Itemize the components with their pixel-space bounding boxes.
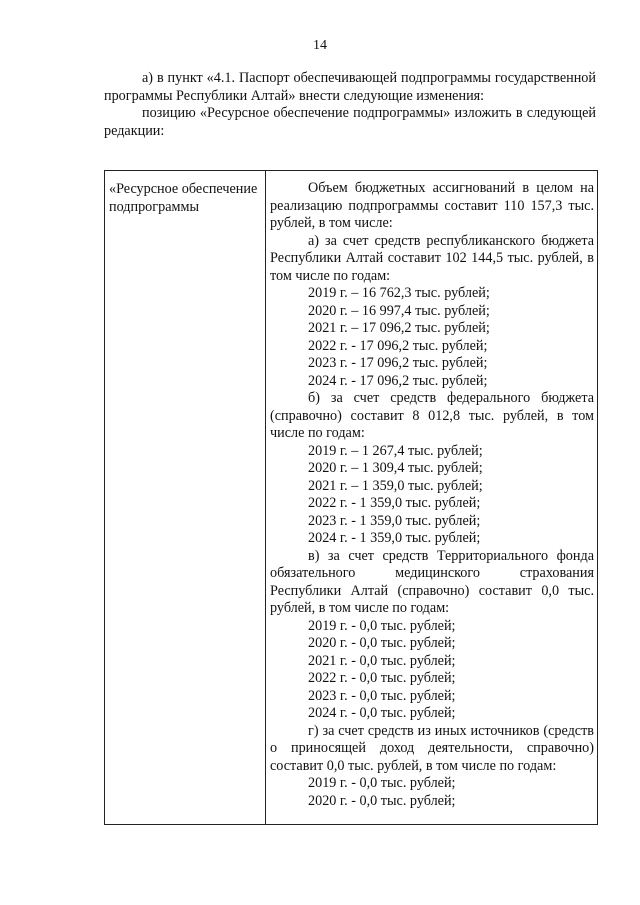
list-item: 2022 г. - 0,0 тыс. рублей; <box>308 670 456 686</box>
list-item: 2019 г. – 16 762,3 тыс. рублей; <box>308 285 490 301</box>
list-item: 2020 г. - 0,0 тыс. рублей; <box>308 792 456 809</box>
table-label-cell <box>105 171 266 825</box>
list-item: 2019 г. - 0,0 тыс. рублей; <box>308 617 456 634</box>
list-item: 2024 г. - 1 359,0 тыс. рублей; <box>308 530 481 546</box>
list-item: 2023 г. - 0,0 тыс. рублей; <box>308 687 456 704</box>
regional-budget-years <box>270 285 594 390</box>
list-item: 2024 г. - 0,0 тыс. рублей; <box>308 705 456 721</box>
list-item: 2021 г. - 0,0 тыс. рублей; <box>308 652 456 669</box>
total-funding-paragraph: Объем бюджетных ассигнований в целом на реализацию подпрограммы составит 110 157,3 тыс. рублей, в том числе: <box>270 180 594 231</box>
list-item: 2020 г. – 16 997,4 тыс. рублей; <box>308 302 490 319</box>
other-sources-years <box>270 775 594 810</box>
list-item: 2022 г. - 1 359,0 тыс. рублей; <box>308 495 481 511</box>
list-item: 2020 г. – 1 309,4 тыс. рублей; <box>308 460 483 476</box>
insurance-fund-paragraph: в) за счет средств Территориального фонда обязательного медицинского страхования Республики Алтай (справочно) составит 0,0 тыс. рублей, в том числе по годам: <box>270 547 594 616</box>
other-sources-paragraph: г) за счет средств из иных источников (средств о приносящей доход деятельности, справочно) составит 0,0 тыс. рублей, в том числе по годам: <box>270 722 594 774</box>
list-item: 2019 г. – 1 267,4 тыс. рублей; <box>308 442 483 459</box>
regional-budget-paragraph: а) за счет средств республиканского бюджета Республики Алтай составит 102 144,5 тыс. рублей, в том числе по годам: <box>270 232 594 284</box>
list-item: 2021 г. – 17 096,2 тыс. рублей; <box>308 320 490 336</box>
federal-budget-paragraph: б) за счет средств федерального бюджета (справочно) составит 8 012,8 тыс. рублей, в том числе по годам: <box>270 390 594 441</box>
intro-paragraph-position: позицию «Ресурсное обеспечение подпрограммы» изложить в следующей редакции: <box>104 105 596 139</box>
resource-label: «Ресурсное обеспечение подпрограммы <box>109 181 258 215</box>
intro-paragraph-amendment: а) в пункт «4.1. Паспорт обеспечивающей подпрограммы государственной программы Республики Алтай» внести следующие изменения: <box>104 70 596 104</box>
list-item: 2020 г. - 0,0 тыс. рублей; <box>308 635 456 651</box>
resource-table <box>104 170 598 825</box>
list-item: 2019 г. - 0,0 тыс. рублей; <box>308 775 456 791</box>
table-content-cell <box>266 171 598 825</box>
list-item: 2022 г. - 17 096,2 тыс. рублей; <box>308 337 488 354</box>
page-number: 14 <box>313 38 327 53</box>
list-item: 2024 г. - 17 096,2 тыс. рублей; <box>308 372 488 389</box>
federal-budget-years <box>270 443 594 548</box>
list-item: 2021 г. – 1 359,0 тыс. рублей; <box>308 477 483 494</box>
insurance-fund-years <box>270 618 594 723</box>
list-item: 2023 г. - 1 359,0 тыс. рублей; <box>308 512 481 529</box>
intro-section <box>104 70 596 140</box>
list-item: 2023 г. - 17 096,2 тыс. рублей; <box>308 355 488 371</box>
table-row <box>105 171 598 825</box>
